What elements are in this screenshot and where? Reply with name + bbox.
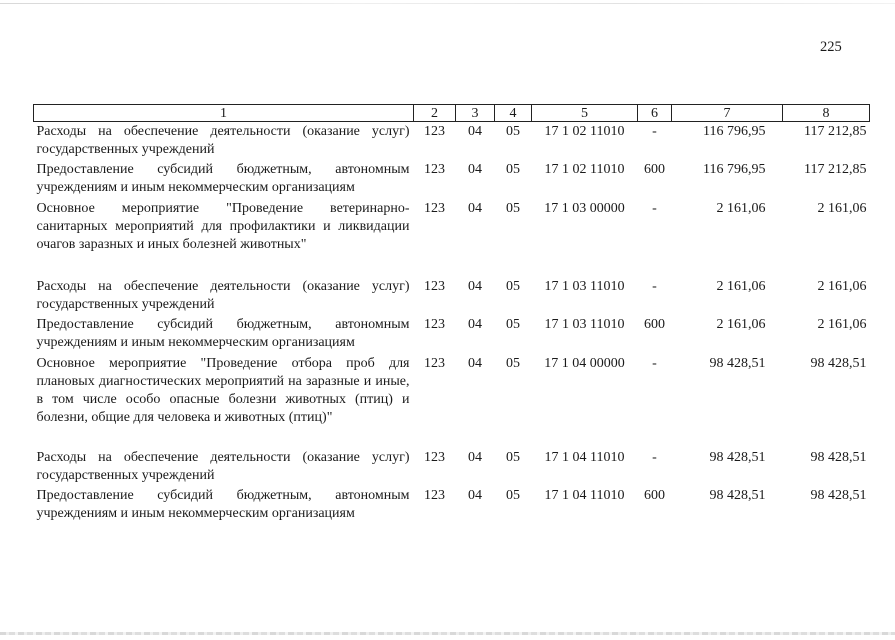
cell-col-4: 05 bbox=[506, 450, 520, 465]
cell-col-5: 17 1 03 11010 bbox=[544, 317, 625, 332]
cell-col-4: 05 bbox=[506, 488, 520, 503]
budget-table bbox=[33, 104, 870, 523]
cell-col-7: 2 161,06 bbox=[716, 317, 766, 332]
cell-col-6: - bbox=[652, 201, 657, 216]
cell-col-8: 2 161,06 bbox=[817, 279, 867, 294]
row-description: Расходы на обеспечение деятельности (оказание услуг) государственных учреждений bbox=[36, 450, 410, 483]
row-description: Расходы на обеспечение деятельности (оказание услуг) государственных учреждений bbox=[36, 124, 410, 157]
cell-col-6: 600 bbox=[644, 317, 665, 332]
table-row bbox=[34, 352, 870, 427]
cell-col-4: 05 bbox=[506, 356, 520, 371]
cell-col-2: 123 bbox=[424, 450, 445, 465]
cell-col-2: 123 bbox=[424, 488, 445, 503]
header-row bbox=[34, 105, 870, 122]
header-col-1: 1 bbox=[34, 105, 414, 122]
cell-col-6: 600 bbox=[644, 162, 665, 177]
cell-col-8: 2 161,06 bbox=[817, 317, 867, 332]
cell-col-2: 123 bbox=[424, 279, 445, 294]
spacer-row bbox=[34, 254, 870, 272]
spacer-row bbox=[34, 427, 870, 445]
cell-col-7: 98 428,51 bbox=[709, 356, 766, 371]
row-description: Расходы на обеспечение деятельности (оказание услуг) государственных учреждений bbox=[36, 279, 410, 312]
cell-col-5: 17 1 04 11010 bbox=[544, 488, 625, 503]
cell-col-6: - bbox=[652, 356, 657, 371]
table-row bbox=[34, 485, 870, 523]
cell-col-4: 05 bbox=[506, 317, 520, 332]
cell-col-7: 98 428,51 bbox=[709, 488, 766, 503]
cell-col-6: - bbox=[652, 124, 657, 139]
cell-col-3: 04 bbox=[468, 450, 482, 465]
cell-col-4: 05 bbox=[506, 279, 520, 294]
cell-col-4: 05 bbox=[506, 162, 520, 177]
cell-col-5: 17 1 02 11010 bbox=[544, 124, 625, 139]
table-row bbox=[34, 445, 870, 485]
cell-col-3: 04 bbox=[468, 124, 482, 139]
table-row bbox=[34, 197, 870, 254]
cell-col-7: 2 161,06 bbox=[716, 201, 766, 216]
cell-col-3: 04 bbox=[468, 317, 482, 332]
cell-col-7: 116 796,95 bbox=[703, 162, 766, 177]
cell-col-6: - bbox=[652, 279, 657, 294]
cell-col-4: 05 bbox=[506, 201, 520, 216]
row-description: Основное мероприятие "Проведение отбора проб для плановых диагностических мероприятий на заразные и иные, в том числе особо опасные болезни животных (птиц) и болезни, общие для человека и животных (птиц)" bbox=[36, 356, 410, 425]
cell-col-3: 04 bbox=[468, 488, 482, 503]
cell-col-8: 98 428,51 bbox=[810, 450, 867, 465]
cell-col-2: 123 bbox=[424, 162, 445, 177]
cell-col-5: 17 1 03 11010 bbox=[544, 279, 625, 294]
scan-edge-top bbox=[0, 3, 895, 4]
header-col-2: 2 bbox=[414, 105, 456, 122]
cell-col-7: 2 161,06 bbox=[716, 279, 766, 294]
cell-col-2: 123 bbox=[424, 317, 445, 332]
cell-col-8: 117 212,85 bbox=[804, 124, 867, 139]
cell-col-5: 17 1 02 11010 bbox=[544, 162, 625, 177]
table-row bbox=[34, 272, 870, 314]
cell-col-8: 117 212,85 bbox=[804, 162, 867, 177]
cell-col-2: 123 bbox=[424, 124, 445, 139]
cell-col-2: 123 bbox=[424, 201, 445, 216]
row-description: Предоставление субсидий бюджетным, автономным учреждениям и иным некоммерческим организациям bbox=[36, 317, 410, 350]
header-col-5: 5 bbox=[532, 105, 638, 122]
table-row bbox=[34, 314, 870, 352]
cell-col-8: 98 428,51 bbox=[810, 488, 867, 503]
cell-col-3: 04 bbox=[468, 201, 482, 216]
page-number: 225 bbox=[820, 39, 842, 55]
header-col-3: 3 bbox=[456, 105, 495, 122]
cell-col-5: 17 1 04 00000 bbox=[544, 356, 625, 371]
table-row bbox=[34, 159, 870, 197]
header-col-7: 7 bbox=[672, 105, 783, 122]
cell-col-6: - bbox=[652, 450, 657, 465]
cell-col-5: 17 1 03 00000 bbox=[544, 201, 625, 216]
cell-col-7: 116 796,95 bbox=[703, 124, 766, 139]
cell-col-6: 600 bbox=[644, 488, 665, 503]
cell-col-8: 98 428,51 bbox=[810, 356, 867, 371]
cell-col-7: 98 428,51 bbox=[709, 450, 766, 465]
header-col-6: 6 bbox=[638, 105, 672, 122]
header-col-8: 8 bbox=[783, 105, 870, 122]
cell-col-5: 17 1 04 11010 bbox=[544, 450, 625, 465]
scan-edge-bottom bbox=[0, 632, 895, 635]
cell-col-2: 123 bbox=[424, 356, 445, 371]
row-description: Предоставление субсидий бюджетным, автономным учреждениям и иным некоммерческим организациям bbox=[36, 488, 410, 521]
row-description: Основное мероприятие "Проведение ветеринарно-санитарных мероприятий для профилактики и ликвидации очагов заразных и иных болезней животных" bbox=[36, 201, 410, 252]
cell-col-3: 04 bbox=[468, 279, 482, 294]
row-description: Предоставление субсидий бюджетным, автономным учреждениям и иным некоммерческим организациям bbox=[36, 162, 410, 195]
header-col-4: 4 bbox=[495, 105, 532, 122]
cell-col-3: 04 bbox=[468, 162, 482, 177]
table-row bbox=[34, 122, 870, 160]
cell-col-3: 04 bbox=[468, 356, 482, 371]
cell-col-8: 2 161,06 bbox=[817, 201, 867, 216]
cell-col-4: 05 bbox=[506, 124, 520, 139]
